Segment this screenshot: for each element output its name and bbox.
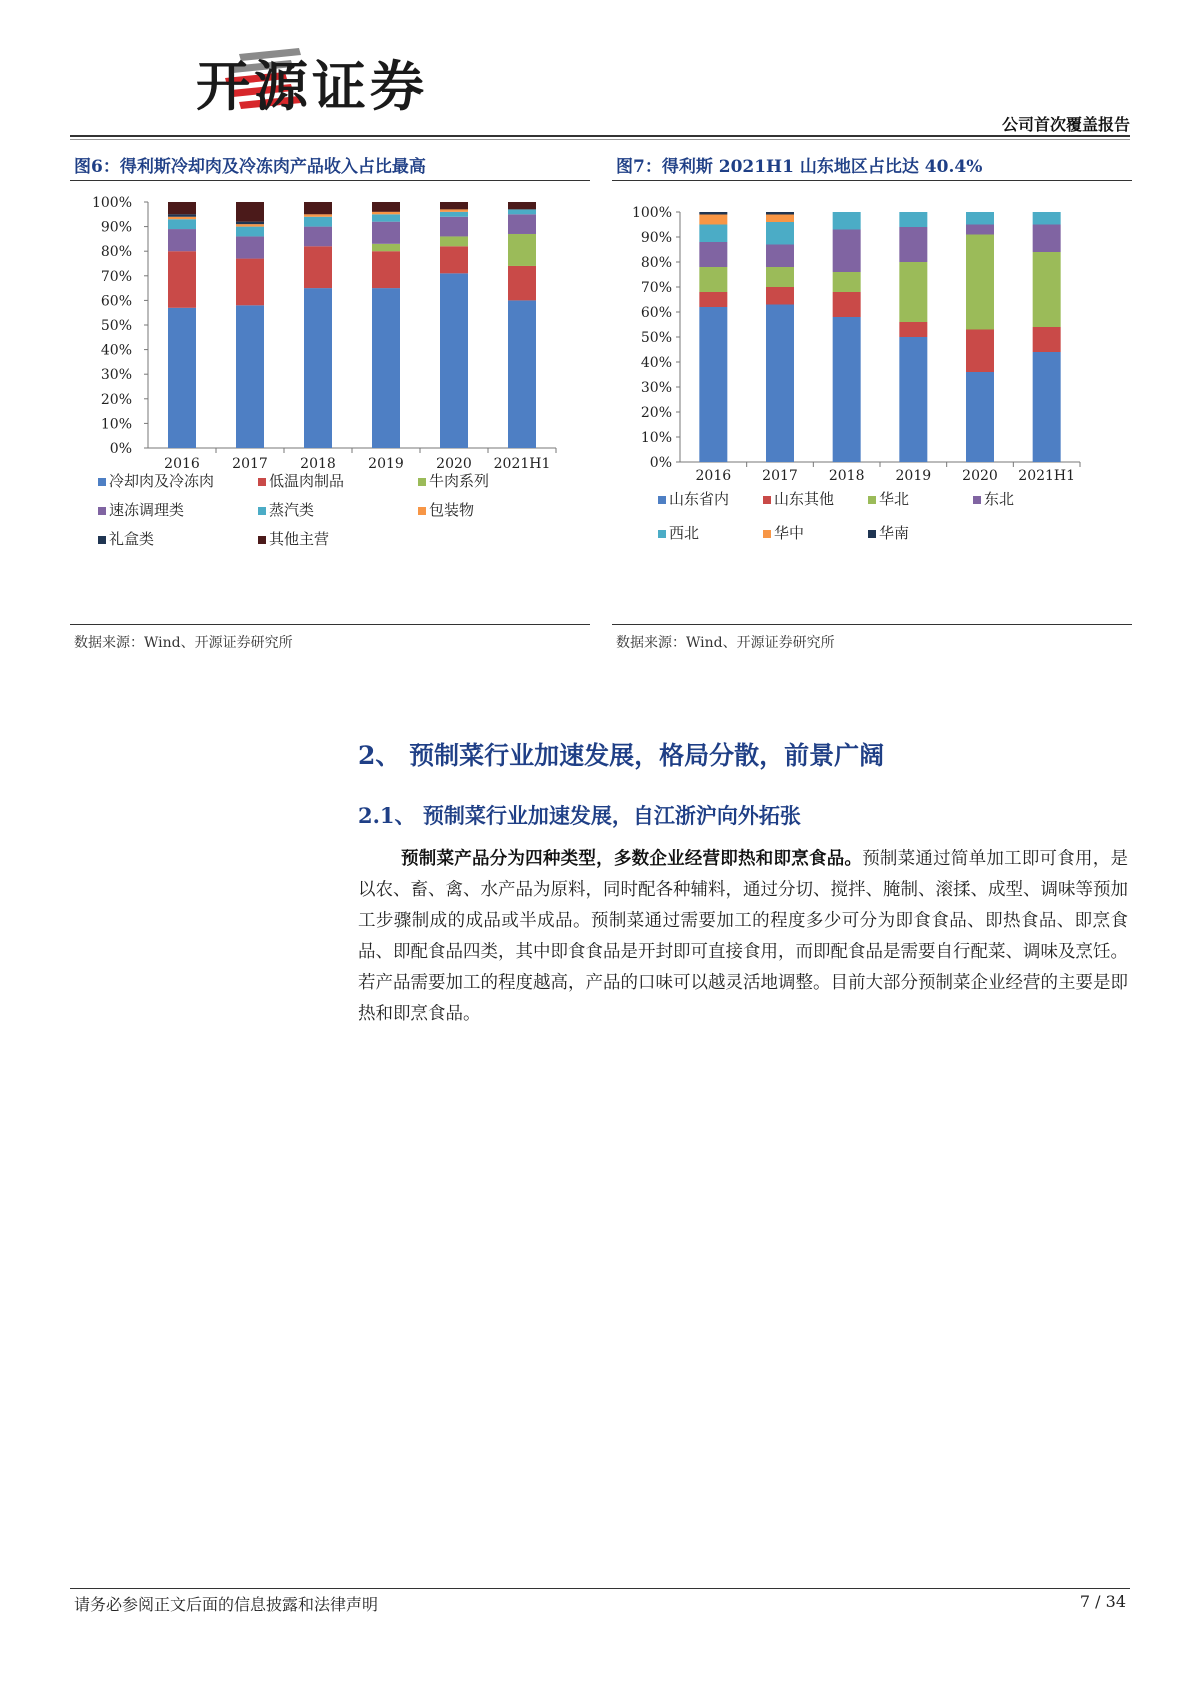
figure-6-chart xyxy=(70,190,590,600)
bar-segment xyxy=(833,272,861,292)
legend-swatch xyxy=(973,496,981,504)
bar-segment xyxy=(372,202,400,212)
section-heading: 2、 预制菜行业加速发展，格局分散，前景广阔 xyxy=(358,741,885,770)
x-tick-label: 2016 xyxy=(695,468,732,484)
bar-segment xyxy=(236,305,264,448)
bar-segment xyxy=(699,267,727,292)
bar-segment xyxy=(833,317,861,462)
legend-swatch xyxy=(658,530,666,538)
bar-segment xyxy=(168,229,196,251)
y-tick-label: 50% xyxy=(100,318,132,334)
bar-segment xyxy=(699,242,727,267)
y-tick-label: 0% xyxy=(649,455,672,471)
body-paragraph xyxy=(358,844,1128,1030)
bar-segment xyxy=(899,212,927,227)
bar-segment xyxy=(304,246,332,288)
legend-swatch xyxy=(98,536,106,544)
x-tick-label: 2021H1 xyxy=(1018,468,1076,484)
subsection-heading: 2.1、 预制菜行业加速发展，自江浙沪向外拓张 xyxy=(358,803,801,828)
x-tick-label: 2017 xyxy=(232,456,268,472)
bar-segment xyxy=(766,305,794,463)
bar-segment xyxy=(168,251,196,308)
figure-7-caption: 图7：得利斯 2021H1 山东地区占比达 40.4% xyxy=(616,157,983,177)
header-divider-thin xyxy=(70,139,1130,140)
legend-swatch xyxy=(258,478,266,486)
figure-6-caption: 图6：得利斯冷却肉及冷冻肉产品收入占比最高 xyxy=(74,157,426,177)
bar-segment xyxy=(304,217,332,227)
legend-label: 速冻调理类 xyxy=(109,501,185,519)
y-tick-label: 40% xyxy=(100,342,132,359)
bar-segment xyxy=(304,202,332,214)
bar-segment xyxy=(440,236,468,246)
bar-segment xyxy=(699,292,727,307)
bar-segment xyxy=(833,292,861,317)
y-tick-label: 100% xyxy=(631,205,672,221)
body-lead-sentence: 预制菜产品分为四种类型，多数企业经营即热和即烹食品。 xyxy=(401,849,863,869)
bar-segment xyxy=(168,214,196,216)
y-tick-label: 100% xyxy=(91,195,132,211)
bar-segment xyxy=(766,215,794,223)
bar-segment xyxy=(899,262,927,322)
bar-segment xyxy=(1033,212,1061,225)
legend-label: 礼盒类 xyxy=(109,530,155,548)
bar-segment xyxy=(372,288,400,448)
bar-segment xyxy=(966,372,994,462)
footer-disclaimer: 请务必参阅正文后面的信息披露和法律声明 xyxy=(74,1595,379,1614)
legend-label: 冷却肉及冷冻肉 xyxy=(109,472,215,490)
legend-label: 西北 xyxy=(669,524,700,542)
bar-segment xyxy=(966,212,994,225)
legend-swatch xyxy=(763,530,771,538)
bar-segment xyxy=(372,251,400,288)
bar-segment xyxy=(236,236,264,258)
bar-segment xyxy=(236,227,264,237)
y-tick-label: 70% xyxy=(640,280,672,296)
bar-segment xyxy=(966,330,994,373)
bar-segment xyxy=(699,212,727,215)
legend-swatch xyxy=(658,496,666,504)
bar-segment xyxy=(440,212,468,217)
bar-segment xyxy=(1033,352,1061,462)
legend-label: 其他主营 xyxy=(269,530,330,548)
x-tick-label: 2019 xyxy=(368,456,404,472)
figure-7-bottom-rule xyxy=(612,624,1132,625)
bar-segment xyxy=(372,222,400,244)
report-type-label: 公司首次覆盖报告 xyxy=(1001,115,1130,134)
legend-label: 华南 xyxy=(879,524,910,542)
bar-segment xyxy=(304,288,332,448)
footer-divider xyxy=(70,1588,1130,1589)
legend-swatch xyxy=(258,507,266,515)
x-tick-label: 2018 xyxy=(300,456,336,472)
bar-segment xyxy=(1033,327,1061,352)
bar-segment xyxy=(1033,225,1061,253)
bar-segment xyxy=(699,225,727,243)
bar-segment xyxy=(372,212,400,214)
bar-segment xyxy=(699,307,727,462)
legend-label: 东北 xyxy=(984,490,1015,508)
y-tick-label: 10% xyxy=(640,430,672,446)
bar-segment xyxy=(833,212,861,230)
bar-segment xyxy=(236,202,264,222)
bar-segment xyxy=(966,225,994,235)
bar-segment xyxy=(508,234,536,266)
y-tick-label: 70% xyxy=(100,268,132,285)
bar-segment xyxy=(966,235,994,330)
x-tick-label: 2021H1 xyxy=(493,456,551,472)
bar-segment xyxy=(508,209,536,214)
brand-name: 开源证券 xyxy=(196,55,428,118)
bar-segment xyxy=(766,287,794,305)
page-number: 7 / 34 xyxy=(1079,1592,1126,1611)
x-tick-label: 2018 xyxy=(828,468,865,484)
legend-label: 山东其他 xyxy=(774,490,835,508)
bar-segment xyxy=(304,227,332,247)
x-tick-label: 2017 xyxy=(762,468,798,484)
bar-segment xyxy=(440,273,468,448)
bar-segment xyxy=(899,322,927,337)
y-tick-label: 80% xyxy=(100,244,132,261)
legend-label: 低温肉制品 xyxy=(269,472,345,490)
bar-segment xyxy=(833,230,861,273)
y-tick-label: 20% xyxy=(100,391,132,408)
x-tick-label: 2020 xyxy=(962,468,998,484)
y-tick-label: 50% xyxy=(640,330,672,346)
legend-swatch xyxy=(98,507,106,515)
bar-segment xyxy=(440,209,468,211)
y-tick-label: 0% xyxy=(109,441,132,457)
bar-segment xyxy=(508,300,536,448)
x-tick-label: 2016 xyxy=(164,456,200,472)
bar-segment xyxy=(440,202,468,209)
bar-segment xyxy=(1033,252,1061,327)
legend-label: 华中 xyxy=(774,524,805,542)
bar-segment xyxy=(508,266,536,300)
y-tick-label: 30% xyxy=(640,380,672,396)
bar-segment xyxy=(304,214,332,216)
legend-swatch xyxy=(868,530,876,538)
y-tick-label: 30% xyxy=(100,367,132,384)
legend-label: 包装物 xyxy=(429,501,475,519)
bar-segment xyxy=(899,227,927,262)
legend-swatch xyxy=(258,536,266,544)
figure-6-top-rule xyxy=(70,180,590,181)
bar-segment xyxy=(440,217,468,237)
y-tick-label: 60% xyxy=(100,293,132,310)
bar-segment xyxy=(766,267,794,287)
body-text: 预制菜通过简单加工即可食用，是以农、畜、禽、水产品为原料，同时配各种辅料，通过分切、搅拌、腌制、滚揉、成型、调味等预加工步骤制成的成品或半成品。预制菜通过需要加工的程度多少可分为即食食品、即热食品、即烹食品、即配食品四类，其中即食食品是开封即可直接食用，而即配食品是需要自行配菜、调味及烹饪。若产品需要加工的程度越高，产品的口味可以越灵活地调整。目前大部分预制菜企业经营的主要是即热和即烹食品。 xyxy=(358,849,1129,1024)
legend-label: 华北 xyxy=(879,490,910,508)
bar-segment xyxy=(440,246,468,273)
bar-segment xyxy=(168,308,196,448)
y-tick-label: 90% xyxy=(640,230,672,246)
y-tick-label: 20% xyxy=(640,405,672,421)
legend-label: 牛肉系列 xyxy=(429,472,490,490)
legend-label: 蒸汽类 xyxy=(269,501,315,519)
legend-swatch xyxy=(763,496,771,504)
legend-swatch xyxy=(418,478,426,486)
bar-segment xyxy=(236,222,264,224)
x-tick-label: 2019 xyxy=(895,468,932,484)
figure-7-top-rule xyxy=(612,180,1132,181)
bar-segment xyxy=(766,222,794,245)
header-divider xyxy=(70,135,1130,137)
y-tick-label: 40% xyxy=(640,355,672,371)
y-tick-label: 10% xyxy=(100,416,132,433)
legend-swatch xyxy=(98,478,106,486)
figure-6-bottom-rule xyxy=(70,624,590,625)
bar-segment xyxy=(508,214,536,234)
figure-7-source: 数据来源：Wind、开源证券研究所 xyxy=(616,635,835,651)
y-tick-label: 80% xyxy=(640,255,672,271)
legend-swatch xyxy=(868,496,876,504)
x-tick-label: 2020 xyxy=(436,456,472,472)
bar-segment xyxy=(168,219,196,229)
bar-segment xyxy=(766,212,794,215)
bar-segment xyxy=(766,245,794,268)
bar-segment xyxy=(699,215,727,225)
bar-segment xyxy=(168,202,196,214)
bar-segment xyxy=(372,244,400,251)
bar-segment xyxy=(372,214,400,221)
legend-label: 山东省内 xyxy=(669,490,730,508)
y-tick-label: 90% xyxy=(100,219,132,236)
bar-segment xyxy=(236,224,264,226)
figure-7-chart xyxy=(612,190,1132,600)
bar-segment xyxy=(899,337,927,462)
bar-segment xyxy=(236,259,264,306)
legend-swatch xyxy=(418,507,426,515)
bar-segment xyxy=(508,202,536,209)
bar-segment xyxy=(168,217,196,219)
y-tick-label: 60% xyxy=(640,305,672,321)
figure-6-source: 数据来源：Wind、开源证券研究所 xyxy=(74,635,293,651)
